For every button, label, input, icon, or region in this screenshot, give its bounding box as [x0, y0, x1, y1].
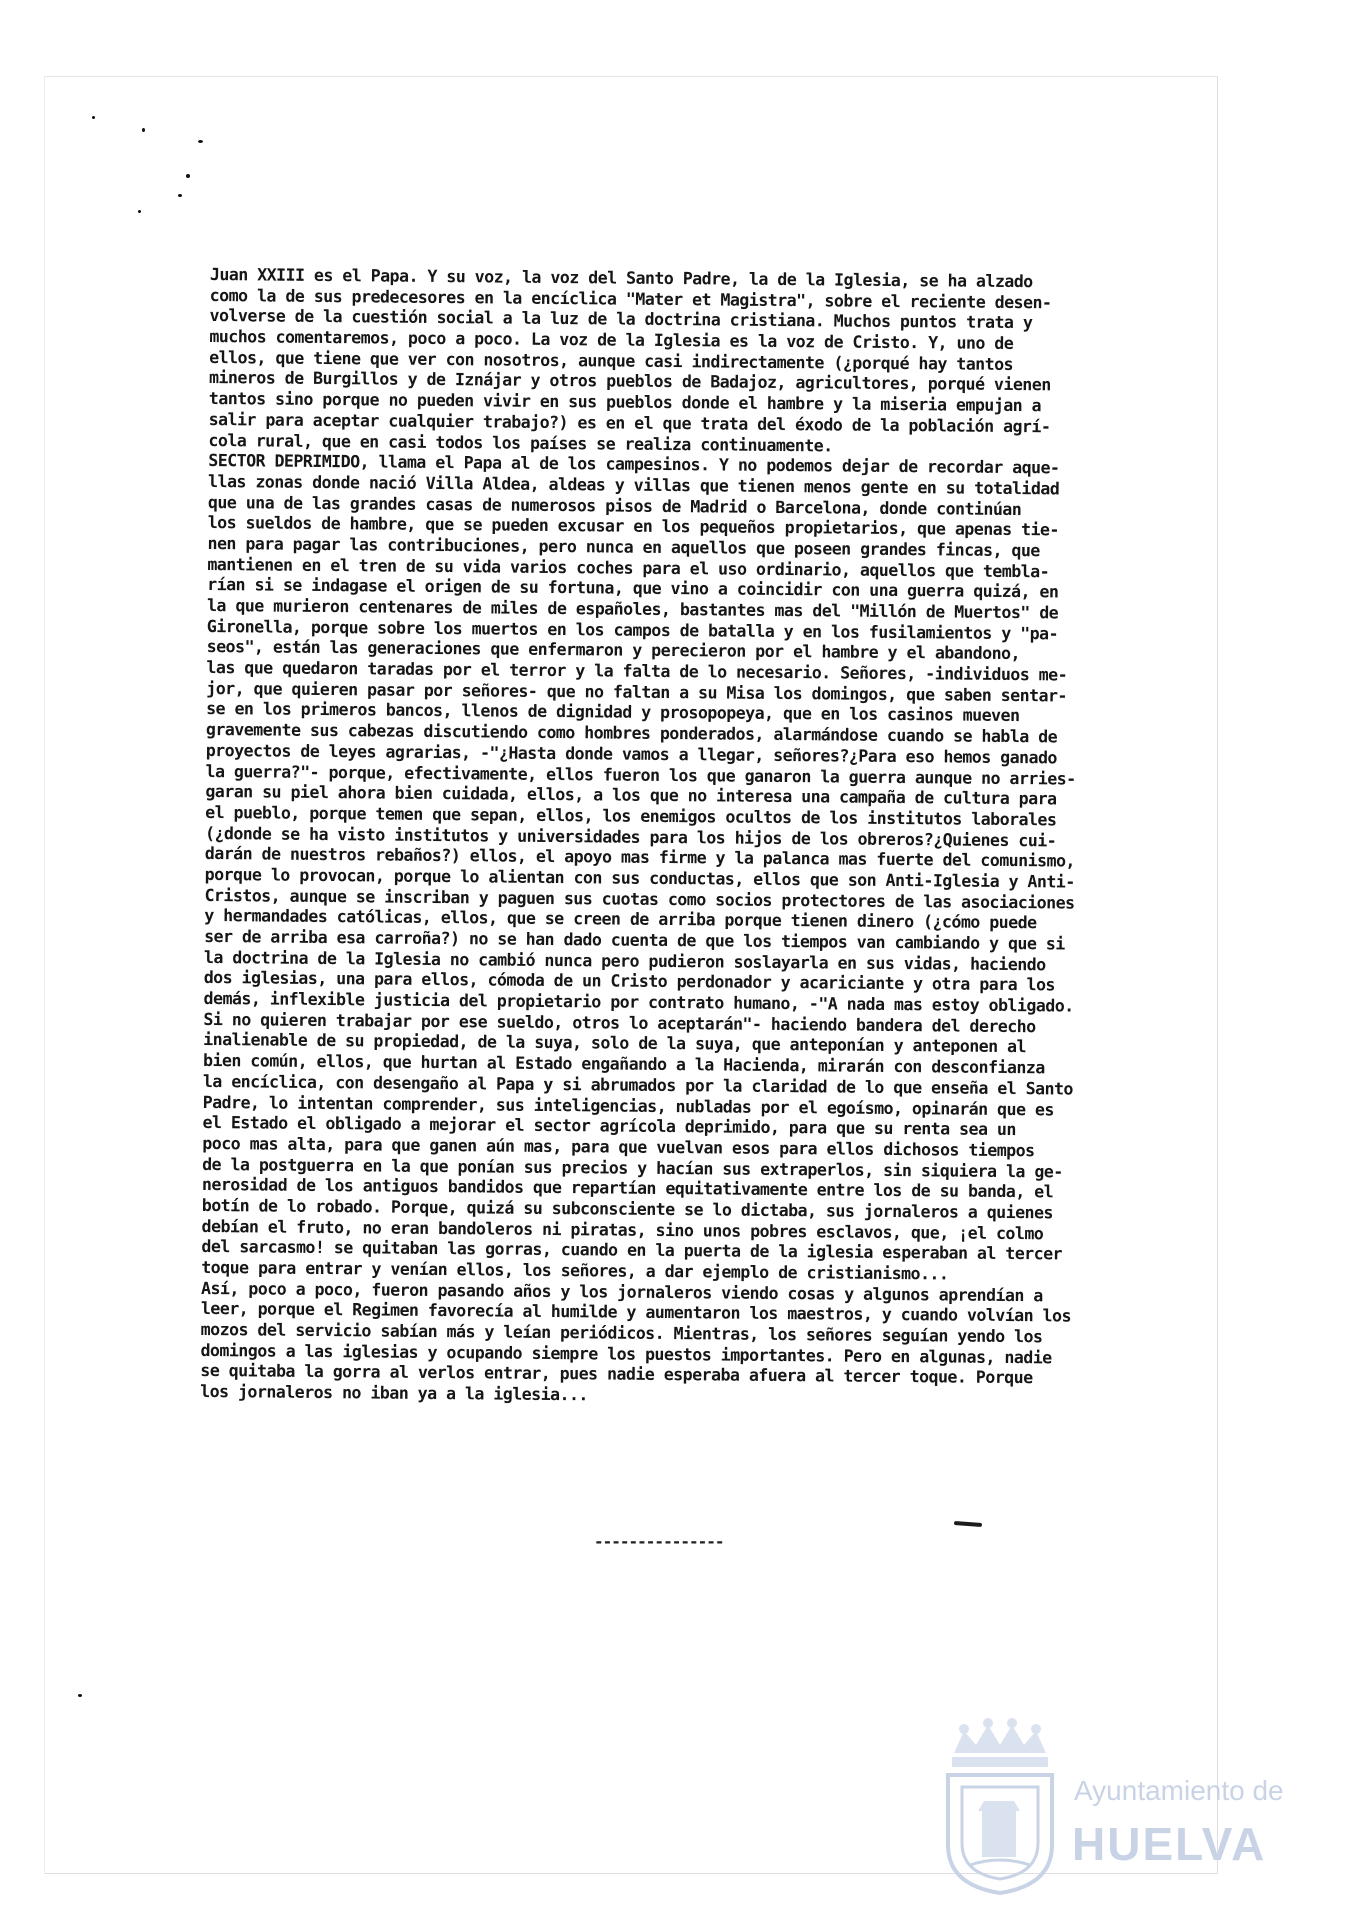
text-line: tantos sino porque no pueden vivir en sus pueblos donde el hambre y la miseria empujan a [208, 388, 1042, 416]
text-line: de la postguerra en la que ponían sus precios y hacían sus extraperlos, sin siquiera la ge- [202, 1153, 1063, 1182]
text-line: se quitaba la gorra al verlos entrar, pues nadie esperaba afuera al tercer toque. Porque [200, 1360, 1033, 1388]
text-line: botín de lo robado. Porque, quizá su subconsciente se lo dictaba, sus jornaleros a quienes [201, 1194, 1054, 1223]
text-line: ser de arriba esa carroña?) no se han dado cuenta de que los tiempos van cambiando y que si [204, 925, 1065, 954]
scan-speck [92, 116, 95, 119]
text-line: muchos comentaremos, poco a poco. La voz de la Iglesia es la voz de Cristo. Y, uno de [209, 326, 1014, 354]
text-line: nen para pagar las contribuciones, pero nunca en aquellos que poseen grandes fincas, que [207, 532, 1040, 561]
text-line: poco mas alta, para que ganen aún mas, para que vuelvan esos para ellos dichosos tiempos [202, 1132, 1035, 1161]
text-line: se en los primeros bancos, llenos de dignidad y prosopopeya, que en los casinos mueven [206, 698, 1020, 726]
text-line: las que quedaron taradas por el terror y la falta de lo necesario. Señores, -individuos me- [206, 657, 1068, 685]
watermark-line2: HUELVA [1072, 1818, 1267, 1870]
text-line: gravemente sus cabezas discutiendo como hombres ponderados, alarmándose cuando se habla de [205, 719, 1058, 747]
text-line: Gironella, porque sobre los muertos en los campos de batalla y en los fusilamientos y "pa- [206, 615, 1059, 644]
text-line: Cristos, aunque se inscriban y paguen sus cuotas como socios protectores de las asociaciones [204, 884, 1075, 913]
text-line: toque para entrar y venían ellos, los señores, a dar ejemplo de cristianismo... [201, 1256, 949, 1284]
text-line: como la de sus predecesores en la encíclica "Mater et Magistra", sobre el reciente desen- [209, 284, 1052, 313]
text-line: la que murieron centenares de miles de españoles, bastantes mas del "Millón de Muertos" de [206, 594, 1059, 623]
watermark-line1: Ayuntamiento de [1074, 1775, 1284, 1806]
text-line: nerosidad de los antiguos bandidos que repartían equitativamente entre los de su banda, el [201, 1174, 1054, 1202]
text-line: porque lo provocan, porque lo alientan con sus conductas, ellos que son Anti-Iglesia y Anti- [204, 863, 1075, 892]
text-line: garan su piel ahora bien cuidada, ellos, a los que no interesa una campaña de cultura para [205, 781, 1057, 809]
text-line: Si no quieren trabajar por ese sueldo, otros lo aceptarán"- haciendo bandera del derecho [203, 1008, 1036, 1036]
ayuntamiento-huelva-watermark [934, 1715, 1284, 1895]
text-line: debían el fruto, no eran bandoleros ni piratas, sino unos pobres esclavos, que, ¡el colmo [201, 1215, 1044, 1243]
text-line: mantienen en el tren de su vida varios coches para el uso ordinario, aquellos que tembla- [207, 553, 1050, 581]
scan-speck [78, 1694, 82, 1697]
typewritten-text [200, 264, 1210, 1410]
divider-line: --------------- [594, 1532, 724, 1551]
text-line: domingos a las iglesias y ocupando siempre los puestos importantes. Pero en algunas, nadie [200, 1339, 1052, 1368]
text-line: los sueldos de hambre, que se pueden excusar en los pequeños propietarios, que apenas tie- [207, 512, 1060, 540]
text-line: bien común, ellos, que hurtan al Estado engañando a la Hacienda, mirarán con desconfianza [202, 1050, 1045, 1078]
text-line: del sarcasmo! se quitaban las gorras, cuando en la puerta de la iglesia esperaban al tercer [201, 1236, 1063, 1264]
coat-of-arms-icon [934, 1715, 1064, 1895]
text-line: mineros de Burgillos y de Iznájar y otros pueblos de Badajoz, agricultores, porqué vienen [208, 367, 1051, 395]
text-line: (¿donde se ha visto institutos y universidades para los hijos de los obreros?¿Quienes cui- [204, 822, 1057, 850]
scan-speck [198, 140, 203, 143]
text-line: volverse de la cuestión social a la luz de la doctrina cristiana. Muchos puntos trata y [209, 305, 1033, 333]
text-line: dos iglesias, una para ellos, cómoda de un Cristo perdonador y acariciante y otra para los [203, 967, 1056, 995]
scan-speck [142, 128, 145, 132]
text-line: ellos, que tiene que ver con nosotros, aunque casi indirectamente (¿porqué hay tantos [209, 346, 1014, 374]
text-line: la doctrina de la Iglesia no cambió nunca pero pudieron soslayarla en sus vidas, haciendo [203, 946, 1046, 975]
scan-speck [186, 174, 190, 178]
text-line: Padre, lo intentan comprender, sus inteligencias, nubladas por el egoísmo, opinarán que es [202, 1091, 1054, 1119]
text-line: que una de las grandes casas de numerosos pisos de Madrid o Barcelona, donde continúan [207, 491, 1022, 519]
text-line: demás, inflexible justicia del propietario por contrato humano, -"A nada mas estoy obligado. [203, 988, 1074, 1016]
text-line: el pueblo, porque temen que sepan, ellos, los enemigos ocultos de los institutos laborales [205, 801, 1057, 830]
text-line: leer, porque el Regimen favorecía al humilde y aumentaron los maestros, y cuando volvían los [200, 1298, 1072, 1326]
text-line: los jornaleros no iban ya a la iglesia... [200, 1381, 589, 1405]
text-line: cola rural, que en casi todos los países se realiza continuamente. [208, 429, 833, 455]
text-line: el Estado el obligado a mejorar el sector agrícola deprimido, para que su renta sea un [202, 1112, 1016, 1140]
text-line: mozos del servicio sabían más y leían periódicos. Mientras, los señores seguían yendo los [200, 1319, 1043, 1347]
text-line: salir para aceptar cualquier trabajo?) es en el que trata del éxodo de la población agrí- [208, 408, 1051, 437]
text-line: SECTOR DEPRIMIDO, llama el Papa al de los campesinos. Y no podemos dejar de recordar aque- [208, 450, 1060, 478]
text-line: la guerra?"- porque, efectivamente, ellos fueron los que ganaron la guerra aunque no arries- [205, 760, 1076, 789]
text-line: la encíclica, con desengaño al Papa y si abrumados por la claridad de lo que enseña el Santo [202, 1070, 1074, 1099]
text-line: rían si se indagase el origen de su fortuna, que vino a coincidir con una guerra quizá, en [207, 574, 1059, 602]
text-line: y hermandades católicas, ellos, que se creen de arriba porque tienen dinero (¿cómo puede [204, 905, 1037, 933]
text-line: darán de nuestros rebaños?) ellos, el apoyo mas firme y la palanca mas fuerte del comunismo, [204, 843, 1076, 871]
text-line: llas zonas donde nació Villa Aldea, aldeas y villas que tienen menos gente en su totalidad [208, 470, 1060, 499]
text-line: proyectos de leyes agrarias, -"¿Hasta donde vamos a llegar, señores?¿Para eso hemos ganado [205, 739, 1058, 768]
text-line: Así, poco a poco, fueron pasando años y los jornaleros viendo cosas y algunos aprendían a [200, 1277, 1043, 1305]
text-line: Juan XXIII es el Papa. Y su voz, la voz del Santo Padre, la de la Iglesia, se ha alzado [209, 264, 1033, 292]
scan-speck [138, 210, 141, 213]
text-line: seos", están las generaciones que enfermaron y perecieron por el hambre y el abandono, [206, 636, 1021, 664]
text-line: jor, que quieren pasar por señores- que no faltan a su Misa los domingos, que saben sentar- [206, 677, 1068, 706]
text-line: inalienable de su propiedad, de la suya, solo de la suya, que anteponían y anteponen al [203, 1029, 1027, 1057]
scan-speck [178, 194, 182, 197]
